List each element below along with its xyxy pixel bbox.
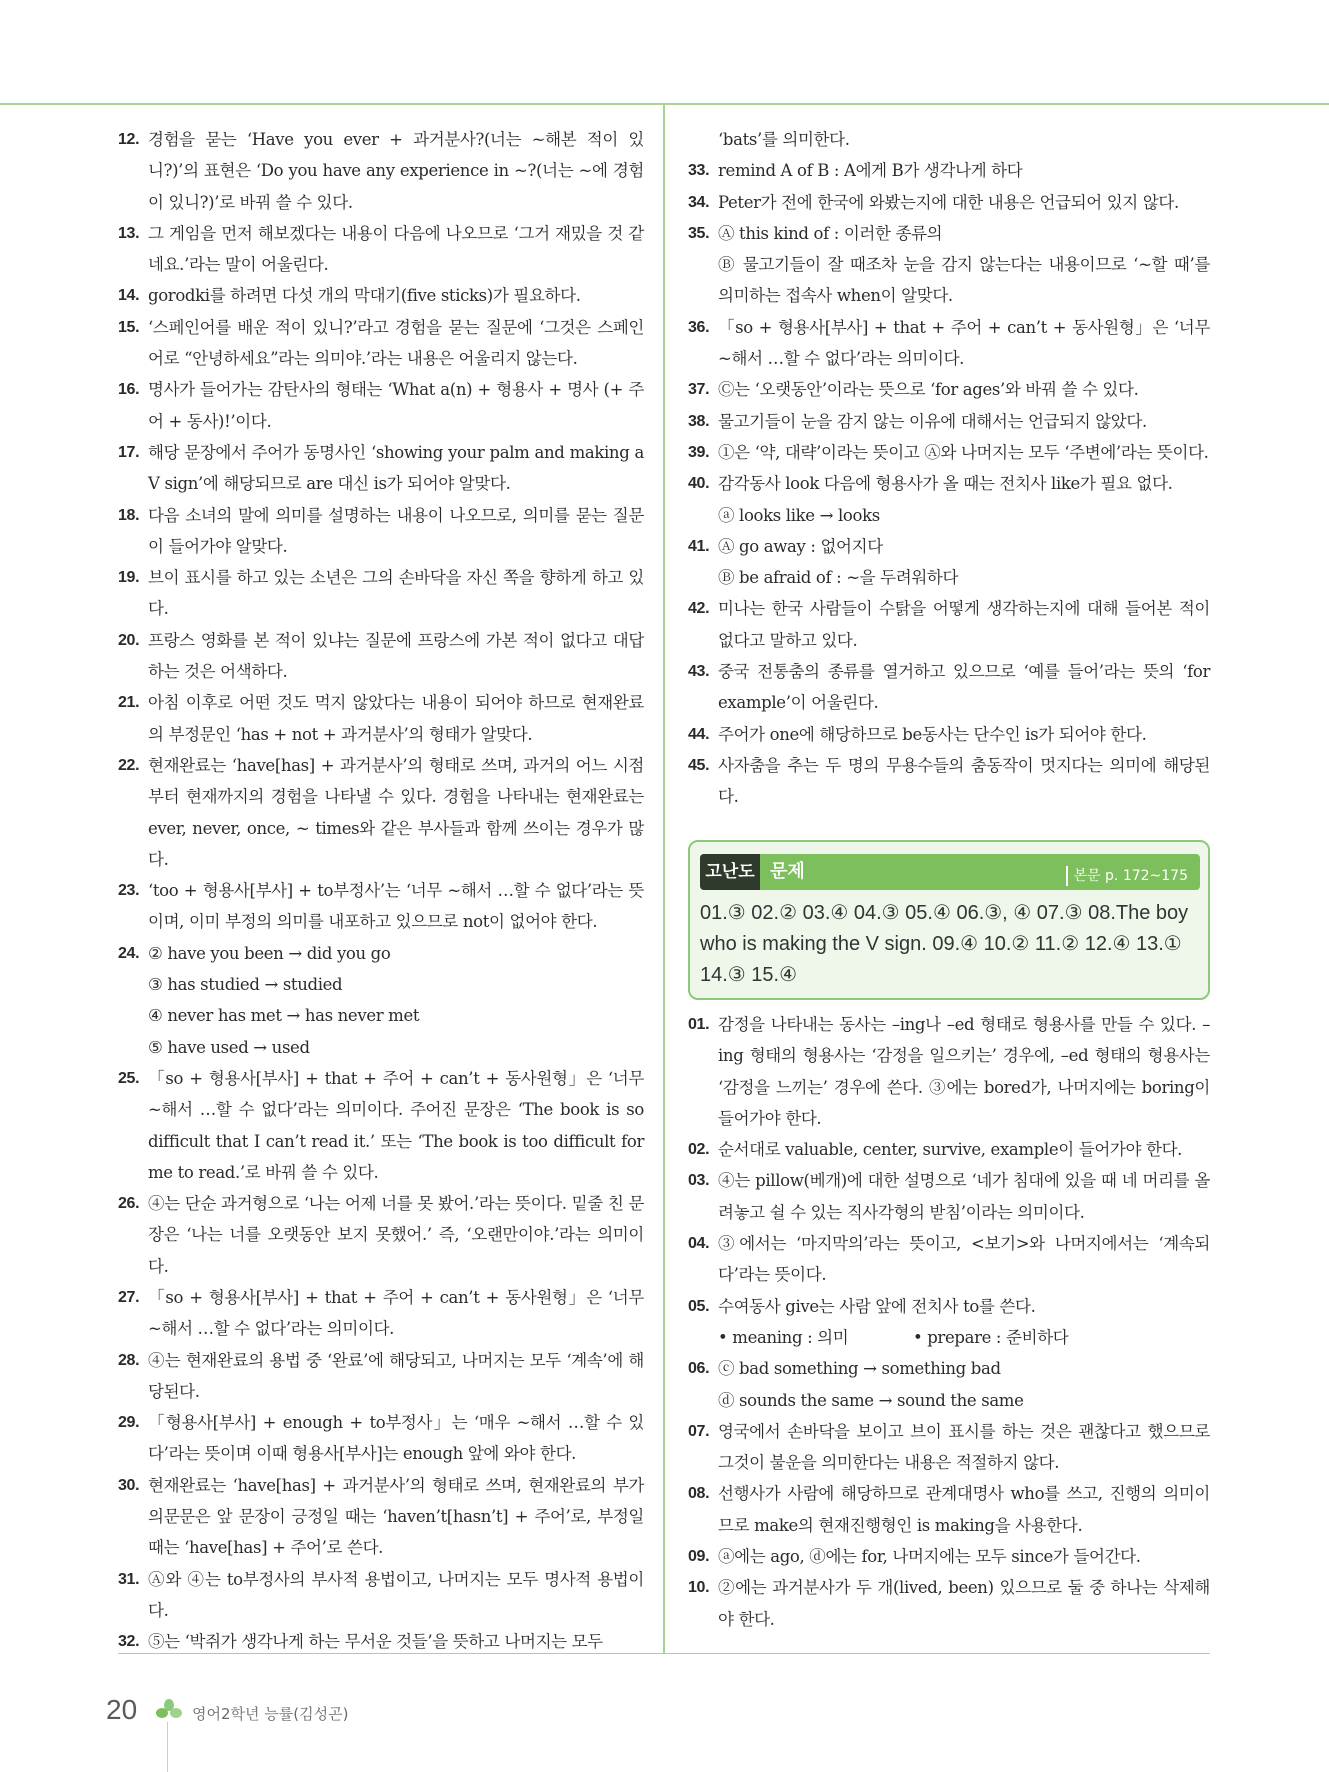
item-number: 39. bbox=[688, 443, 710, 461]
explanation-item bbox=[688, 1322, 1210, 1353]
item-text: Ⓑ 물고기들이 잘 때조차 눈을 감지 않는다는 내용이므로 ‘~할 때’를 의미하는 접속사 when이 알맞다. bbox=[718, 255, 1210, 306]
explanation-item bbox=[688, 656, 1210, 719]
explanation-item bbox=[688, 719, 1210, 750]
item-number: 06. bbox=[688, 1360, 710, 1378]
item-number: 38. bbox=[688, 412, 710, 430]
item-text: Ⓐ와 ④는 to부정사의 부사적 용법이고, 나머지는 모두 명사적 용법이다. bbox=[148, 1569, 644, 1620]
item-number: 29. bbox=[118, 1414, 140, 1432]
item-number: 36. bbox=[688, 318, 710, 336]
item-number: 10. bbox=[688, 1579, 710, 1597]
item-number: 42. bbox=[688, 600, 710, 618]
item-number: 35. bbox=[688, 224, 710, 242]
item-text: ⓐ looks like → looks bbox=[718, 505, 880, 525]
item-text: ③에서는 ‘마지막의’라는 뜻이고, <보기>와 나머지에서는 ‘계속되다’라는 뜻이다. bbox=[718, 1234, 1210, 1285]
item-number: 37. bbox=[688, 381, 710, 399]
explanation-item bbox=[118, 124, 644, 218]
explanation-item bbox=[688, 562, 1210, 593]
item-number: 33. bbox=[688, 162, 710, 180]
item-number: 31. bbox=[118, 1570, 140, 1588]
item-number: 26. bbox=[118, 1195, 140, 1213]
item-number: 03. bbox=[688, 1172, 710, 1190]
explanation-item bbox=[118, 1032, 644, 1063]
item-text: 그 게임을 먼저 해보겠다는 내용이 다음에 나오므로 ‘그거 재밌을 것 같네요.’라는 말이 어울린다. bbox=[148, 223, 644, 275]
item-number: 05. bbox=[688, 1297, 710, 1315]
item-number: 25. bbox=[118, 1069, 140, 1087]
explanation-item bbox=[118, 938, 644, 969]
explanation-item bbox=[688, 1134, 1210, 1165]
item-text: 「so + 형용사[부사] + that + 주어 + can’t + 동사원형」은 ‘너무 ~해서 …할 수 없다’라는 의미이다. 주어진 문장은 ‘The book is so difficult that I can’t read it.’ 또는 ‘The book is too difficult for me to read.’로 바꿔 쓸 수 있다. bbox=[148, 1068, 644, 1182]
item-text: ‘스페인어를 배운 적이 있니?’라고 경험을 묻는 질문에 ‘그것은 스페인어로 “안녕하세요”라는 의미야.’라는 내용은 어울리지 않는다. bbox=[148, 317, 644, 369]
item-number: 08. bbox=[688, 1485, 710, 1503]
box-header bbox=[700, 854, 1200, 890]
explanation-item bbox=[688, 1416, 1210, 1479]
item-text: ②에는 과거분사가 두 개(lived, been) 있으므로 둘 중 하나는 삭제해야 한다. bbox=[718, 1578, 1210, 1629]
item-text: ④ never has met → has never met bbox=[148, 1006, 420, 1026]
item-text: 브이 표시를 하고 있는 소년은 그의 손바닥을 자신 쪽을 향하게 하고 있다. bbox=[148, 568, 644, 619]
explanation-item bbox=[118, 374, 644, 437]
explanation-item bbox=[688, 124, 1210, 155]
explanation-item bbox=[688, 1291, 1210, 1322]
clover-leaf-icon bbox=[156, 1698, 182, 1726]
item-number: 15. bbox=[118, 318, 140, 336]
item-text: ‘bats’를 의미한다. bbox=[718, 130, 850, 149]
explanation-item bbox=[118, 1407, 644, 1470]
item-text: 감각동사 look 다음에 형용사가 올 때는 전치사 like가 필요 없다. bbox=[718, 474, 1173, 494]
item-number: 12. bbox=[118, 131, 140, 148]
explanation-item bbox=[688, 312, 1210, 375]
explanation-item bbox=[688, 218, 1210, 249]
item-number: 40. bbox=[688, 475, 710, 493]
explanation-item bbox=[688, 1385, 1210, 1416]
right-column bbox=[688, 124, 1210, 813]
explanation-item bbox=[118, 1000, 644, 1031]
explanation-item bbox=[118, 1282, 644, 1345]
item-number: 24. bbox=[118, 944, 140, 962]
item-text: ④는 pillow(베개)에 대한 설명으로 ‘네가 침대에 있을 때 네 머리를 올려놓고 쉴 수 있는 직사각형의 받침’이라는 의미이다. bbox=[718, 1171, 1210, 1222]
item-text: ④는 현재완료의 용법 중 ‘완료’에 해당되고, 나머지는 모두 ‘계속’에 해당된다. bbox=[148, 1350, 644, 1401]
item-text: ② have you been → did you go bbox=[148, 943, 391, 963]
item-text: ⑤는 ‘박쥐가 생각나게 하는 무서운 것들’을 뜻하고 나머지는 모두 bbox=[148, 1632, 603, 1652]
item-text: 순서대로 valuable, center, survive, example이 들어가야 한다. bbox=[718, 1140, 1183, 1160]
item-text: 주어가 one에 해당하므로 be동사는 단수인 is가 되어야 한다. bbox=[718, 724, 1147, 744]
item-text: ③ has studied → studied bbox=[148, 975, 343, 995]
advanced-explanations bbox=[688, 1009, 1210, 1635]
explanation-item bbox=[688, 1478, 1210, 1541]
item-text: ⓒ bad something → something bad bbox=[718, 1359, 1001, 1379]
column-divider bbox=[663, 105, 665, 1653]
explanation-item bbox=[688, 750, 1210, 813]
item-text: 다음 소녀의 말에 의미를 설명하는 내용이 나오므로, 의미를 묻는 질문이 들어가야 알맞다. bbox=[148, 505, 644, 556]
explanation-item bbox=[118, 969, 644, 1000]
explanation-item bbox=[688, 406, 1210, 437]
item-number: 18. bbox=[118, 506, 140, 524]
item-number: 30. bbox=[118, 1476, 140, 1494]
item-text: 수여동사 give는 사람 앞에 전치사 to를 쓴다. bbox=[718, 1296, 1036, 1316]
item-text: 「so + 형용사[부사] + that + 주어 + can’t + 동사원형」은 ‘너무 ~해서 …할 수 없다’라는 의미이다. bbox=[148, 1287, 644, 1339]
item-text: Ⓑ be afraid of : ~을 두려워하다 bbox=[718, 568, 959, 588]
explanation-item bbox=[688, 1228, 1210, 1291]
item-number: 22. bbox=[118, 756, 140, 774]
item-text: 「so + 형용사[부사] + that + 주어 + can’t + 동사원형」은 ‘너무 ~해서 …할 수 없다’라는 의미이다. bbox=[718, 317, 1210, 369]
explanation-item bbox=[118, 875, 644, 938]
explanation-item bbox=[688, 500, 1210, 531]
item-text: Peter가 전에 한국에 와봤는지에 대한 내용은 언급되어 있지 않다. bbox=[718, 192, 1179, 212]
explanation-item bbox=[688, 1165, 1210, 1228]
item-number: 27. bbox=[118, 1288, 140, 1306]
explanation-item bbox=[118, 625, 644, 688]
item-number: 44. bbox=[688, 725, 710, 743]
item-text: ①은 ‘약, 대략’이라는 뜻이고 Ⓐ와 나머지는 모두 ‘주변에’라는 뜻이다. bbox=[718, 442, 1209, 462]
explanation-item bbox=[118, 312, 644, 375]
difficulty-badge: 고난도 bbox=[700, 854, 760, 890]
item-text: 중국 전통춤의 종류를 열거하고 있으므로 ‘예를 들어’라는 뜻의 ‘for example’이 어울린다. bbox=[718, 662, 1210, 713]
item-number: 21. bbox=[118, 694, 140, 712]
item-text: Ⓐ this kind of : 이러한 종류의 bbox=[718, 223, 943, 243]
explanation-item bbox=[688, 1009, 1210, 1134]
item-number: 28. bbox=[118, 1351, 140, 1369]
book-title: 영어2학년 능률(김성곤) bbox=[192, 1705, 349, 1723]
item-number: 02. bbox=[688, 1141, 710, 1159]
explanation-item bbox=[688, 249, 1210, 312]
page-number: 20 bbox=[106, 1694, 138, 1725]
explanation-item bbox=[688, 468, 1210, 499]
answer-key: 01.③ 02.② 03.④ 04.③ 05.④ 06.③, ④ 07.③ 08.The boy who is making the V sign. 09.④ 10.② 11.② 12.④ 13.① 14.③ 15.④ bbox=[700, 902, 1189, 986]
explanation-item bbox=[688, 593, 1210, 656]
item-number: 34. bbox=[688, 193, 710, 211]
item-text: 감정을 나타내는 동사는 –ing나 –ed 형태로 형용사를 만들 수 있다. –ing 형태의 형용사는 ‘감정을 일으키는’ 경우에, –ed 형태의 형용사는 ‘감정을 느끼는’ 경우에 쓴다. ③에는 bored가, 나머지에는 boring이 들어가야 한다. bbox=[718, 1015, 1210, 1128]
item-text: 미나는 한국 사람들이 수탉을 어떻게 생각하는지에 대해 들어본 적이 없다고 말하고 있다. bbox=[718, 599, 1210, 650]
footer-stem-line bbox=[167, 1722, 168, 1772]
explanation-item bbox=[118, 1345, 644, 1408]
item-number: 13. bbox=[118, 224, 140, 242]
item-text: 물고기들이 눈을 감지 않는 이유에 대해서는 언급되지 않았다. bbox=[718, 411, 1147, 431]
item-text: 명사가 들어가는 감탄사의 형태는 ‘What a(n) + 형용사 + 명사 (+ 주어 + 동사)!’이다. bbox=[148, 380, 644, 431]
item-number: 20. bbox=[118, 631, 140, 649]
item-number: 16. bbox=[118, 381, 140, 399]
explanation-item bbox=[688, 1572, 1210, 1635]
item-text: 영국에서 손바닥을 보이고 브이 표시를 하는 것은 괜찮다고 했으므로 그것이 불운을 의미한다는 내용은 적절하지 않다. bbox=[718, 1421, 1210, 1473]
item-text: ⓓ sounds the same → sound the same bbox=[718, 1390, 1024, 1410]
explanation-item bbox=[688, 155, 1210, 186]
item-text: 해당 문장에서 주어가 동명사인 ‘showing your palm and making a V sign’에 해당되므로 are 대신 is가 되어야 알맞다. bbox=[148, 442, 644, 494]
explanation-item bbox=[118, 1564, 644, 1627]
explanation-item bbox=[688, 437, 1210, 468]
item-text: 현재완료는 ‘have[has] + 과거분사’의 형태로 쓰며, 현재완료의 부가의문문은 앞 문장이 긍정일 때는 ‘haven’t[hasn’t] + 주어’로, 부정일 때는 ‘have[has] + 주어’로 쓴다. bbox=[148, 1475, 644, 1558]
box-title: 문제 bbox=[770, 861, 805, 882]
explanation-item bbox=[688, 1353, 1210, 1384]
item-text: Ⓐ go away : 없어지다 bbox=[718, 536, 883, 556]
item-text: 프랑스 영화를 본 적이 있냐는 질문에 프랑스에 가본 적이 없다고 대답하는 것은 어색하다. bbox=[148, 630, 644, 682]
explanation-item bbox=[118, 437, 644, 500]
item-text: 선행사가 사람에 해당하므로 관계대명사 who를 쓰고, 진행의 의미이므로 make의 현재진행형인 is making을 사용한다. bbox=[718, 1484, 1210, 1535]
item-number: 17. bbox=[118, 443, 140, 461]
explanation-item bbox=[688, 531, 1210, 562]
explanation-item bbox=[688, 187, 1210, 218]
item-text: remind A of B : A에게 B가 생각나게 하다 bbox=[718, 161, 1023, 181]
item-text: ‘too + 형용사[부사] + to부정사’는 ‘너무 ~해서 …할 수 없다’라는 뜻이며, 이미 부정의 의미를 내포하고 있으므로 not이 없어야 한다. bbox=[148, 881, 644, 932]
item-number: 04. bbox=[688, 1235, 710, 1253]
explanation-item bbox=[118, 562, 644, 625]
explanation-item bbox=[118, 1063, 644, 1188]
item-text: Ⓒ는 ‘오랫동안’이라는 뜻으로 ‘for ages’와 바꿔 쓸 수 있다. bbox=[718, 380, 1139, 400]
item-number: 41. bbox=[688, 537, 710, 555]
item-number: 01. bbox=[688, 1016, 710, 1033]
advanced-problems-box bbox=[688, 840, 1210, 1000]
explanation-item bbox=[118, 218, 644, 281]
item-number: 45. bbox=[688, 756, 710, 774]
item-text: 사자춤을 추는 두 명의 무용수들의 춤동작이 멋지다는 의미에 해당된다. bbox=[718, 755, 1210, 807]
item-text: ⓐ에는 ago, ⓓ에는 for, 나머지에는 모두 since가 들어간다. bbox=[718, 1547, 1141, 1567]
left-column bbox=[118, 124, 644, 1658]
explanation-item bbox=[688, 1541, 1210, 1572]
item-number: 32. bbox=[118, 1633, 140, 1651]
item-text: 현재완료는 ‘have[has] + 과거분사’의 형태로 쓰며, 과거의 어느 시점부터 현재까지의 경험을 나타낼 수 있다. 경험을 나타내는 현재완료는 ever, never, once, ~ times와 같은 부사들과 함께 쓰이는 경우가 많다. bbox=[148, 755, 644, 869]
item-number: 14. bbox=[118, 287, 140, 305]
item-text: ④는 단순 과거형으로 ‘나는 어제 너를 못 봤어.’라는 뜻이다. 밑줄 친 문장은 ‘나는 너를 오랫동안 보지 못했어.’ 즉, ‘오랜만이야.’라는 의미이다. bbox=[148, 1194, 644, 1276]
item-text: gorodki를 하려면 다섯 개의 막대기(five sticks)가 필요하다. bbox=[148, 286, 581, 306]
item-text: 「형용사[부사] + enough + to부정사」는 ‘매우 ~해서 …할 수 있다’라는 뜻이며 이때 형용사[부사]는 enough 앞에 와야 한다. bbox=[148, 1413, 644, 1464]
explanation-item bbox=[118, 500, 644, 563]
explanation-item bbox=[118, 280, 644, 311]
page-reference: 본문 p. 172~175 bbox=[1066, 866, 1188, 886]
item-number: 07. bbox=[688, 1422, 710, 1440]
explanation-item bbox=[688, 374, 1210, 405]
item-text: • meaning : 의미 • prepare : 준비하다 bbox=[718, 1327, 1069, 1347]
item-text: ⑤ have used → used bbox=[148, 1037, 310, 1057]
item-number: 23. bbox=[118, 882, 140, 900]
item-number: 19. bbox=[118, 569, 140, 587]
explanation-item bbox=[118, 750, 644, 875]
item-number: 43. bbox=[688, 663, 710, 681]
explanation-item bbox=[118, 1188, 644, 1282]
explanation-item bbox=[118, 687, 644, 750]
item-number: 09. bbox=[688, 1548, 710, 1566]
explanation-item bbox=[118, 1626, 644, 1657]
item-text: 경험을 묻는 ‘Have you ever + 과거분사?(너는 ~해본 적이 있니?)’의 표현은 ‘Do you have any experience in ~?(너는 ~에 경험이 있니?)’로 바꿔 쓸 수 있다. bbox=[148, 130, 644, 212]
item-text: 아침 이후로 어떤 것도 먹지 않았다는 내용이 되어야 하므로 현재완료의 부정문인 ‘has + not + 과거분사’의 형태가 알맞다. bbox=[148, 693, 644, 744]
explanation-item bbox=[118, 1470, 644, 1564]
